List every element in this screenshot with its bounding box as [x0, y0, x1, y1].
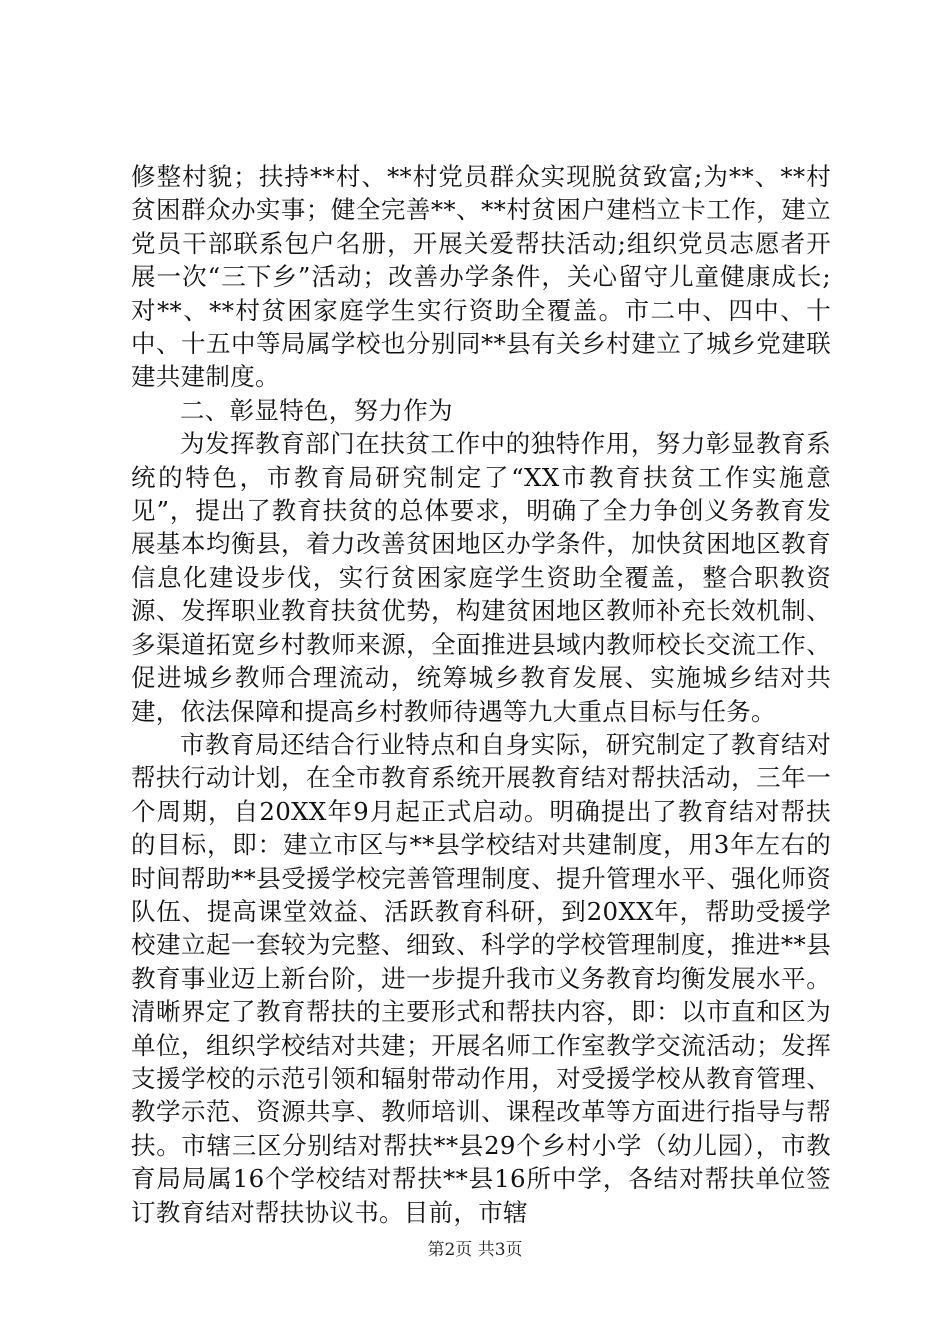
section-heading: 二、彰显特色，努力作为: [180, 395, 453, 425]
paragraph-continuation: 修整村貌；扶持**村、**村党员群众实现脱贫致富;为**、**村贫困群众办实事；健全完善**、**村贫困户建档立卡工作，建立党员干部联系包户名册，开展关爱帮扶活动;组织党员志愿者开展一次“三下乡”活动；改善办学条件，关心留守儿童健康成长;对**、**村贫困家庭学生实行资助全覆盖。市二中、四中、十中、十五中等局属学校也分别同**县有关乡村建立了城乡党建联建共建制度。: [131, 162, 831, 392]
document-body: [131, 160, 831, 1229]
paragraph-pairing-plan: 市教育局还结合行业特点和自身实际，研究制定了教育结对帮扶行动计划，在全市教育系统开展教育结对帮扶活动，三年一个周期，自20XX年9月起正式启动。明确提出了教育结对帮扶的目标，即：建立市区与**县学校结对共建制度，用3年左右的时间帮助**县受援学校完善管理制度、提升管理水平、强化师资队伍、提高课堂效益、活跃教育科研，到20XX年，帮助受援学校建立起一套较为完整、细致、科学的学校管理制度，推进**县教育事业迈上新台阶，进一步提升我市义务教育均衡发展水平。清晰界定了教育帮扶的主要形式和帮扶内容，即：以市直和区为单位，组织学校结对共建；开展名师工作室教学交流活动；发挥支援学校的示范引领和辐射带动作用，对受援学校从教育管理、教学示范、资源共享、教师培训、课程改革等方面进行指导与帮扶。市辖三区分别结对帮扶**县29个乡村小学（幼儿园），市教育局局属16个学校结对帮扶**县16所中学，各结对帮扶单位签订教育结对帮扶协议书。目前，市辖: [131, 729, 831, 1227]
page-footer: 第2页 共3页: [427, 1240, 523, 1260]
paragraph-poverty-plan: 为发挥教育部门在扶贫工作中的独特作用，努力彰显教育系统的特色，市教育局研究制定了“XX市教育扶贫工作实施意见”，提出了教育扶贫的总体要求，明确了全力争创义务教育发展基本均衡县，着力改善贫困地区办学条件，加快贫困地区教育信息化建设步伐，实行贫困家庭学生资助全覆盖，整合职教资源、发挥职业教育扶贫优势，构建贫困地区教师补充长效机制、多渠道拓宽乡村教师来源，全面推进县域内教师校长交流工作、促进城乡教师合理流动，统筹城乡教育发展、实施城乡结对共建，依法保障和提高乡村教师待遇等九大重点目标与任务。: [131, 429, 832, 726]
